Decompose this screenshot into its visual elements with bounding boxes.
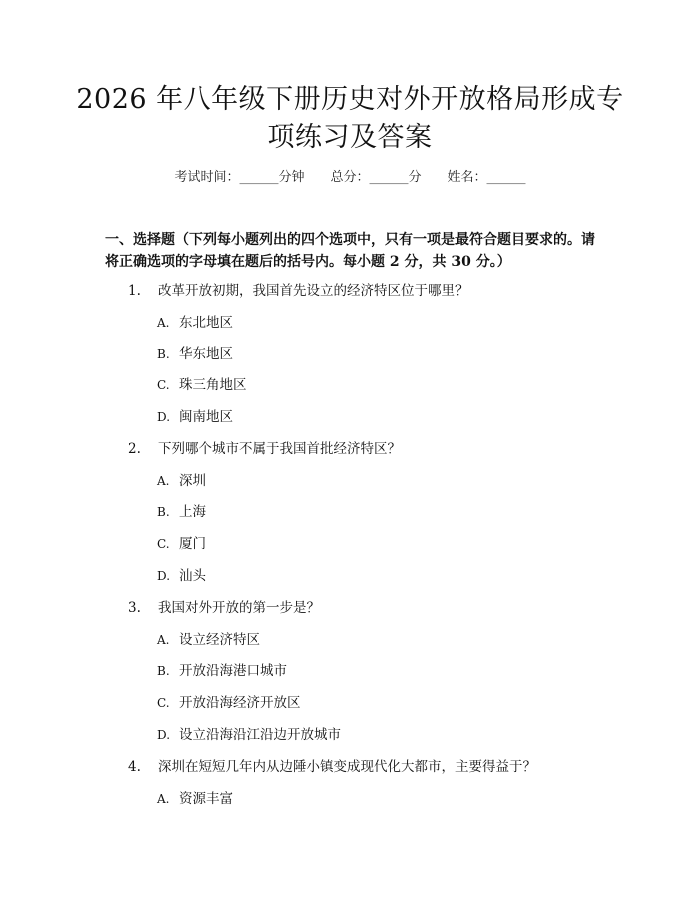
exam-meta — [0, 168, 700, 188]
option-letter: C. — [157, 696, 170, 710]
option-letter: A. — [157, 633, 170, 647]
question-4 — [128, 757, 536, 777]
question-1 — [128, 281, 469, 301]
question-number: 4. — [128, 759, 141, 775]
option-text: 设立沿海沿江沿边开放城市 — [179, 727, 341, 743]
question-2 — [128, 439, 401, 459]
total-score-field: 总分：______分 — [330, 170, 422, 185]
option-letter: A. — [157, 792, 170, 806]
option-text: 珠三角地区 — [179, 377, 247, 393]
question-text: 深圳在短短几年内从边陲小镇变成现代化大都市，主要得益于？ — [158, 759, 536, 775]
option-letter: B. — [157, 664, 170, 678]
question-3-option-b — [157, 661, 287, 681]
option-text: 厦门 — [179, 536, 206, 552]
question-number: 1. — [128, 283, 141, 299]
exam-time-field: 考试时间：______分钟 — [174, 170, 305, 185]
option-letter: D. — [157, 410, 171, 424]
option-letter: A. — [157, 316, 170, 330]
page-title-line-1: 2026 年八年级下册历史对外开放格局形成专 — [76, 84, 624, 115]
option-text: 华东地区 — [179, 346, 233, 362]
question-3 — [128, 598, 320, 618]
section-heading: 一、选择题（下列每小题列出的四个选项中，只有一项是最符合题目要求的。请将正确选项的字母填在题后的括号内。每小题 2 分，共 30 分。） — [105, 232, 595, 270]
question-text: 我国对外开放的第一步是？ — [158, 600, 320, 616]
option-letter: D. — [157, 728, 171, 742]
option-text: 深圳 — [179, 473, 206, 489]
option-text: 资源丰富 — [179, 791, 233, 807]
option-letter: C. — [157, 378, 170, 392]
option-text: 汕头 — [179, 568, 206, 584]
option-text: 闽南地区 — [179, 409, 233, 425]
option-letter: A. — [157, 474, 170, 488]
option-letter: D. — [157, 569, 171, 583]
question-3-option-c — [157, 693, 301, 713]
question-number: 3. — [128, 600, 141, 616]
option-letter: B. — [157, 347, 170, 361]
page-title-line-2: 项练习及答案 — [267, 122, 433, 153]
question-2-option-d — [157, 566, 206, 586]
question-1-option-c — [157, 375, 247, 395]
question-number: 2. — [128, 441, 141, 457]
question-3-option-a — [157, 630, 260, 650]
option-text: 东北地区 — [179, 315, 233, 331]
question-2-option-c — [157, 534, 206, 554]
question-text: 改革开放初期，我国首先设立的经济特区位于哪里？ — [158, 283, 469, 299]
question-1-option-d — [157, 407, 233, 427]
question-1-option-b — [157, 344, 233, 364]
student-name-field: 姓名：______ — [447, 170, 526, 185]
question-4-option-a — [157, 789, 233, 809]
option-letter: C. — [157, 537, 170, 551]
question-text: 下列哪个城市不属于我国首批经济特区？ — [158, 441, 401, 457]
question-2-option-b — [157, 502, 206, 522]
option-text: 上海 — [179, 504, 206, 520]
option-text: 开放沿海港口城市 — [179, 663, 287, 679]
question-2-option-a — [157, 471, 206, 491]
option-text: 开放沿海经济开放区 — [179, 695, 301, 711]
question-3-option-d — [157, 725, 341, 745]
question-1-option-a — [157, 313, 233, 333]
option-text: 设立经济特区 — [179, 632, 260, 648]
option-letter: B. — [157, 505, 170, 519]
